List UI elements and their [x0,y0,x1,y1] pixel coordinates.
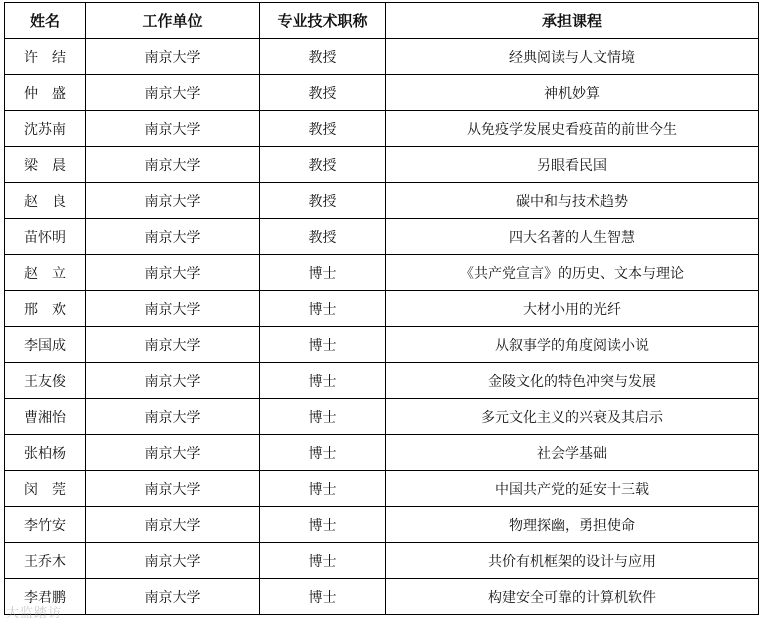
cell-title: 博士 [260,507,386,543]
table-row [5,147,759,183]
faculty-course-table-wrapper [4,2,759,615]
header-course: 承担课程 [386,3,759,39]
cell-title: 教授 [260,219,386,255]
cell-name: 张柏杨 [5,435,86,471]
cell-title: 博士 [260,543,386,579]
cell-course: 另眼看民国 [386,147,759,183]
cell-title: 教授 [260,147,386,183]
cell-name: 王乔木 [5,543,86,579]
cell-course: 共价有机框架的设计与应用 [386,543,759,579]
cell-course: 《共产党宣言》的历史、文本与理论 [386,255,759,291]
cell-work-unit: 南京大学 [86,111,260,147]
table-row [5,399,759,435]
cell-work-unit: 南京大学 [86,219,260,255]
header-name: 姓名 [5,3,86,39]
cell-title: 博士 [260,579,386,615]
table-row [5,327,759,363]
cell-name: 闵 莞 [5,471,86,507]
cell-name: 沈苏南 [5,111,86,147]
cell-title: 博士 [260,435,386,471]
faculty-course-table [4,2,759,615]
cell-name: 李国成 [5,327,86,363]
cell-work-unit: 南京大学 [86,327,260,363]
cell-name: 仲 盛 [5,75,86,111]
cell-work-unit: 南京大学 [86,543,260,579]
cell-name: 赵 立 [5,255,86,291]
cell-course: 社会学基础 [386,435,759,471]
cell-name: 曹湘怡 [5,399,86,435]
cell-name: 王友俊 [5,363,86,399]
cell-work-unit: 南京大学 [86,255,260,291]
cell-work-unit: 南京大学 [86,507,260,543]
table-row [5,579,759,615]
cell-work-unit: 南京大学 [86,363,260,399]
table-row [5,507,759,543]
cell-course: 从免疫学发展史看疫苗的前世今生 [386,111,759,147]
cell-work-unit: 南京大学 [86,435,260,471]
cell-work-unit: 南京大学 [86,183,260,219]
cell-title: 博士 [260,291,386,327]
cell-course: 碳中和与技术趋势 [386,183,759,219]
table-row [5,219,759,255]
watermark-text: 大监踏访 [6,606,63,621]
cell-work-unit: 南京大学 [86,471,260,507]
table-row [5,291,759,327]
cell-course: 四大名著的人生智慧 [386,219,759,255]
table-row [5,111,759,147]
cell-course: 多元文化主义的兴衰及其启示 [386,399,759,435]
cell-course: 中国共产党的延安十三载 [386,471,759,507]
table-row [5,75,759,111]
cell-course: 构建安全可靠的计算机软件 [386,579,759,615]
cell-work-unit: 南京大学 [86,399,260,435]
cell-name: 苗怀明 [5,219,86,255]
table-header-row [5,3,759,39]
cell-name: 邢 欢 [5,291,86,327]
cell-work-unit: 南京大学 [86,147,260,183]
table-row [5,39,759,75]
cell-name: 赵 良 [5,183,86,219]
cell-course: 从叙事学的角度阅读小说 [386,327,759,363]
cell-course: 经典阅读与人文情境 [386,39,759,75]
cell-course: 神机妙算 [386,75,759,111]
table-row [5,435,759,471]
table-row [5,471,759,507]
cell-name: 许 结 [5,39,86,75]
cell-work-unit: 南京大学 [86,75,260,111]
cell-work-unit: 南京大学 [86,579,260,615]
cell-name: 李竹安 [5,507,86,543]
cell-name: 梁 晨 [5,147,86,183]
cell-course: 物理探幽，勇担使命 [386,507,759,543]
cell-title: 教授 [260,39,386,75]
cell-title: 博士 [260,399,386,435]
table-row [5,183,759,219]
cell-course: 金陵文化的特色冲突与发展 [386,363,759,399]
cell-title: 教授 [260,183,386,219]
cell-course: 大材小用的光纤 [386,291,759,327]
cell-title: 博士 [260,255,386,291]
cell-work-unit: 南京大学 [86,39,260,75]
cell-title: 博士 [260,471,386,507]
header-work-unit: 工作单位 [86,3,260,39]
table-row [5,363,759,399]
cell-title: 教授 [260,75,386,111]
cell-work-unit: 南京大学 [86,291,260,327]
cell-name: 李君鹏 [5,579,86,615]
table-row [5,543,759,579]
header-title: 专业技术职称 [260,3,386,39]
cell-title: 教授 [260,111,386,147]
table-body [5,39,759,615]
cell-title: 博士 [260,363,386,399]
table-row [5,255,759,291]
cell-title: 博士 [260,327,386,363]
